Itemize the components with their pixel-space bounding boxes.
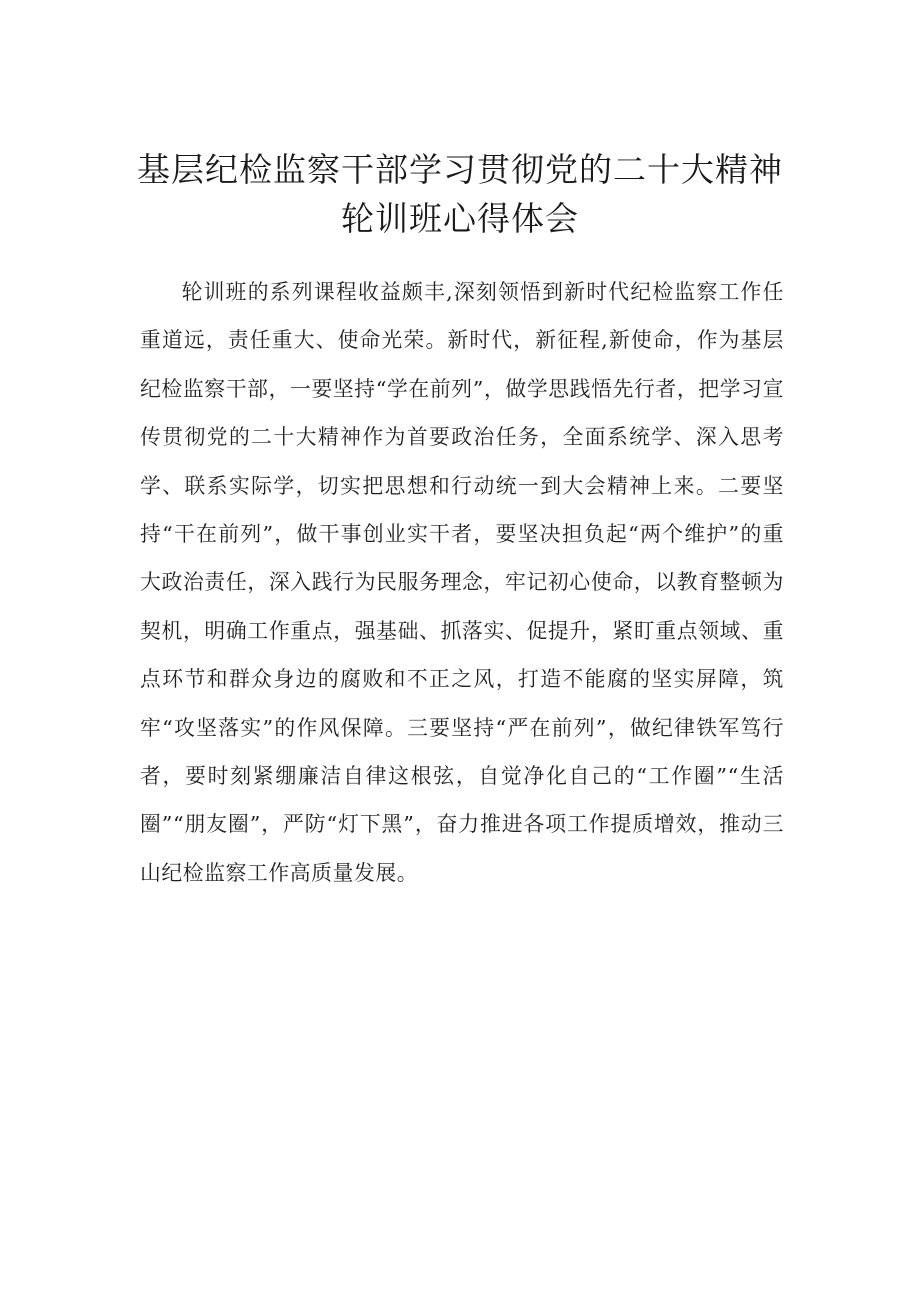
document-body-paragraph: 轮训班的系列课程收益颇丰,深刻领悟到新时代纪检监察工作任重道远，责任重大、使命光荣。新时代，新征程,新使命，作为基层纪检监察干部，一要坚持“学在前列”，做学思践悟先行者，把学习宣传贯彻党的二十大精神作为首要政治任务，全面系统学、深入思考学、联系实际学，切实把思想和行动统一到大会精神上来。二要坚持“干在前列”，做干事创业实干者，要坚决担负起“两个维护”的重大政治责任，深入践行为民服务理念，牢记初心使命，以教育整顿为契机，明确工作重点，强基础、抓落实、促提升，紧盯重点领域、重点环节和群众身边的腐败和不正之风，打造不能腐的坚实屏障，筑牢“攻坚落实”的作风保障。三要坚持“严在前列”，做纪律铁军笃行者，要时刻紧绷廉洁自律这根弦，自觉净化自己的“工作圈”“生活圈”“朋友圈”，严防“灯下黑”，奋力推进各项工作提质增效，推动三山纪检监察工作高质量发展。 <box>140 280 784 885</box>
document-title-line-1: 基层纪检监察干部学习贯彻党的二十大精神 <box>137 150 783 189</box>
document-title-line-2: 轮训班心得体会 <box>341 199 579 238</box>
